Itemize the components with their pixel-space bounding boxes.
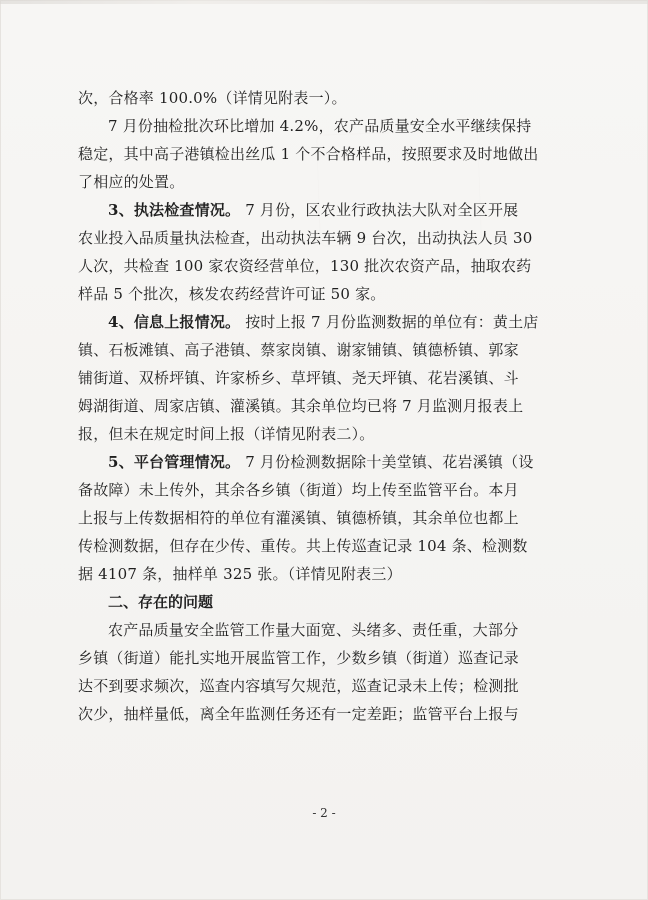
sec5-line: 传检测数据，但存在少传、重传。共上传巡查记录 104 条、检测数 <box>78 537 528 555</box>
sec4-line: 铺街道、双桥坪镇、许家桥乡、草坪镇、尧天坪镇、花岩溪镇、斗 <box>78 369 519 387</box>
sec4-line: 镇、石板滩镇、高子港镇、蔡家岗镇、谢家铺镇、镇德桥镇、郭家 <box>78 341 519 359</box>
para2-line: 了相应的处置。 <box>78 173 185 191</box>
sec4-first-line <box>78 308 578 336</box>
para2-line: 稳定，其中高子港镇检出丝瓜 1 个不合格样品，按照要求及时地做出 <box>78 145 539 163</box>
sec3-line: 农业投入品质量执法检查，出动执法车辆 9 台次，出动执法人员 30 <box>78 229 533 247</box>
problems-line: 次少，抽样量低，离全年监测任务还有一定差距；监管平台上报与 <box>78 705 519 723</box>
sec4-title: 4、信息上报情况。 <box>108 313 241 331</box>
sec3-line: 样品 5 个批次，核发农药经营许可证 50 家。 <box>78 285 386 303</box>
para1-line: 次，合格率 100.0%（详情见附表一）。 <box>78 89 347 107</box>
sec4-line: 姆湖街道、周家店镇、灌溪镇。其余单位均已将 7 月监测月报表上 <box>78 397 524 415</box>
document-body <box>78 84 578 728</box>
sec4-text: 按时上报 7 月份监测数据的单位有：黄土店 <box>245 313 539 331</box>
sec5-line: 上报与上传数据相符的单位有灌溪镇、镇德桥镇，其余单位也都上 <box>78 509 519 527</box>
sec5-text: 7 月份检测数据除十美堂镇、花岩溪镇（设 <box>245 453 534 471</box>
section2-title: 二、存在的问题 <box>108 593 214 611</box>
para2-line: 7 月份抽检批次环比增加 4.2%，农产品质量安全水平继续保持 <box>108 117 532 135</box>
problems-line: 达不到要求频次，巡查内容填写欠规范，巡查记录未上传；检测批 <box>78 677 519 695</box>
sec4-line: 报，但未在规定时间上报（详情见附表二）。 <box>78 425 375 443</box>
sec3-first-line <box>78 196 578 224</box>
sec5-line: 据 4107 条，抽样单 325 张。（详情见附表三） <box>78 565 402 583</box>
page-top-edge <box>0 0 648 4</box>
sec5-first-line <box>78 448 578 476</box>
page-number: - 2 - <box>312 806 336 820</box>
sec5-line: 备故障）未上传外，其余各乡镇（街道）均上传至监管平台。本月 <box>78 481 519 499</box>
problems-line: 农产品质量安全监管工作量大面宽、头绪多、责任重，大部分 <box>108 621 519 639</box>
sec3-line: 人次，共检查 100 家农资经营单位，130 批次农资产品，抽取农药 <box>78 257 532 275</box>
sec5-title: 5、平台管理情况。 <box>108 453 241 471</box>
problems-line: 乡镇（街道）能扎实地开展监管工作，少数乡镇（街道）巡查记录 <box>78 649 519 667</box>
sec3-title: 3、执法检查情况。 <box>108 201 241 219</box>
sec3-text: 7 月份，区农业行政执法大队对全区开展 <box>245 201 519 219</box>
